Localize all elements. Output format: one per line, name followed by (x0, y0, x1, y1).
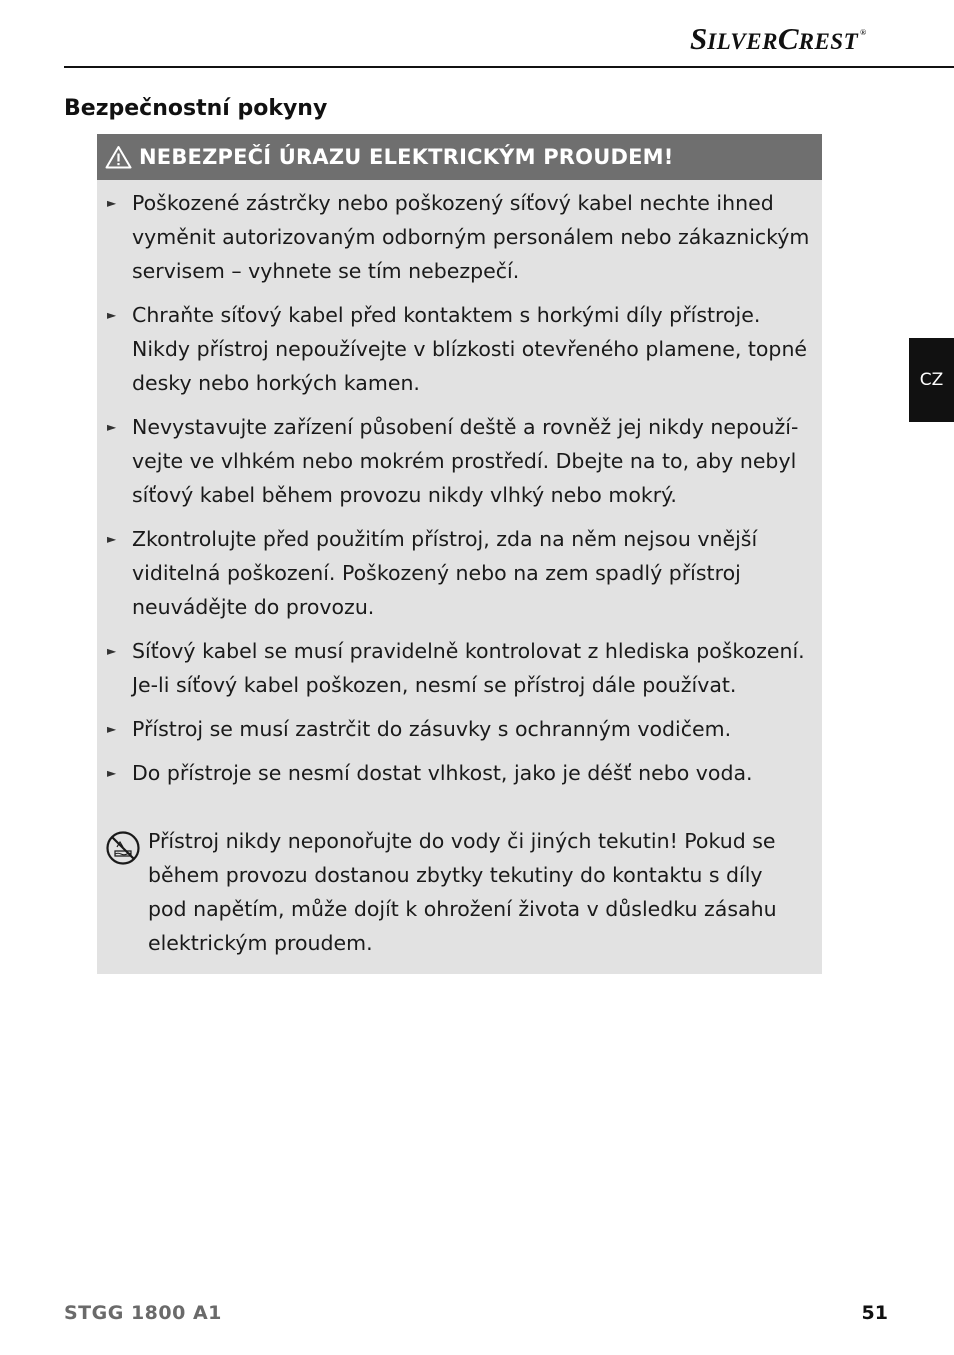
list-item-text: Nevystavujte zařízení působení deště a rovněž jej nikdy nepouží-vejte ve vlhkém nebo mokrém prostředí. Dbejte na to, aby nebyl síťový kabel během provozu nikdy vlhký nebo mokrý. (132, 415, 799, 507)
list-item (97, 712, 822, 746)
warning-triangle-icon (105, 145, 132, 169)
list-item-text: Do přístroje se nesmí dostat vlhkost, jako je déšť nebo voda. (132, 761, 753, 785)
list-item-text: Přístroj se musí zastrčit do zásuvky s ochranným vodičem. (132, 717, 732, 741)
safety-instructions-list (97, 186, 822, 800)
section-title: Bezpečnostní pokyny (64, 96, 328, 121)
list-item (97, 186, 822, 288)
list-item-text: Zkontrolujte před použitím přístroj, zda na něm nejsou vnější viditelná poškození. Poškozený nebo na zem spadlý přístroj neuvádějte do provozu. (132, 527, 758, 619)
bullet-arrow-icon: ► (107, 420, 117, 434)
header-divider (64, 66, 954, 68)
immersion-warning-note (105, 824, 805, 960)
brand-logo: SILVERCREST ® (690, 21, 867, 56)
list-item (97, 410, 822, 512)
list-item (97, 298, 822, 400)
footer-model-number: STGG 1800 A1 (64, 1302, 222, 1324)
bullet-arrow-icon: ► (107, 532, 117, 546)
bullet-arrow-icon: ► (107, 196, 117, 210)
bullet-arrow-icon: ► (107, 766, 117, 780)
bullet-arrow-icon: ► (107, 308, 117, 322)
list-item-text: Poškozené zástrčky nebo poškozený síťový kabel nechte ihned vyměnit autorizovaným odborným personálem nebo zákaznickým servisem – vyhnete se tím nebezpečí. (132, 191, 810, 283)
list-item (97, 522, 822, 624)
list-item (97, 634, 822, 702)
language-tab (909, 338, 954, 422)
no-water-immersion-icon (105, 830, 141, 866)
registered-mark: ® (860, 28, 867, 37)
bullet-arrow-icon: ► (107, 722, 117, 736)
note-text: Přístroj nikdy neponořujte do vody či jiných tekutin! Pokud se během provozu dostanou zbytky tekutiny do kontaktu s díly pod napětím, může dojít k ohrožení života v důsledku zásahu elektrickým proudem. (148, 829, 777, 955)
warning-box (97, 134, 822, 974)
list-item (97, 756, 822, 790)
list-item-text: Síťový kabel se musí pravidelně kontrolovat z hlediska poškození. Je-li síťový kabel poškozen, nesmí se přístroj dále používat. (132, 639, 805, 697)
warning-title: NEBEZPEČÍ ÚRAZU ELEKTRICKÝM PROUDEM! (139, 145, 674, 169)
warning-header (97, 134, 822, 180)
page-number: 51 (861, 1302, 888, 1324)
list-item-text: Chraňte síťový kabel před kontaktem s horkými díly přístroje. Nikdy přístroj nepoužívejte v blízkosti otevřeného plamene, topné desky nebo horkých kamen. (132, 303, 808, 395)
bullet-arrow-icon: ► (107, 644, 117, 658)
language-tab-label: CZ (919, 370, 944, 390)
